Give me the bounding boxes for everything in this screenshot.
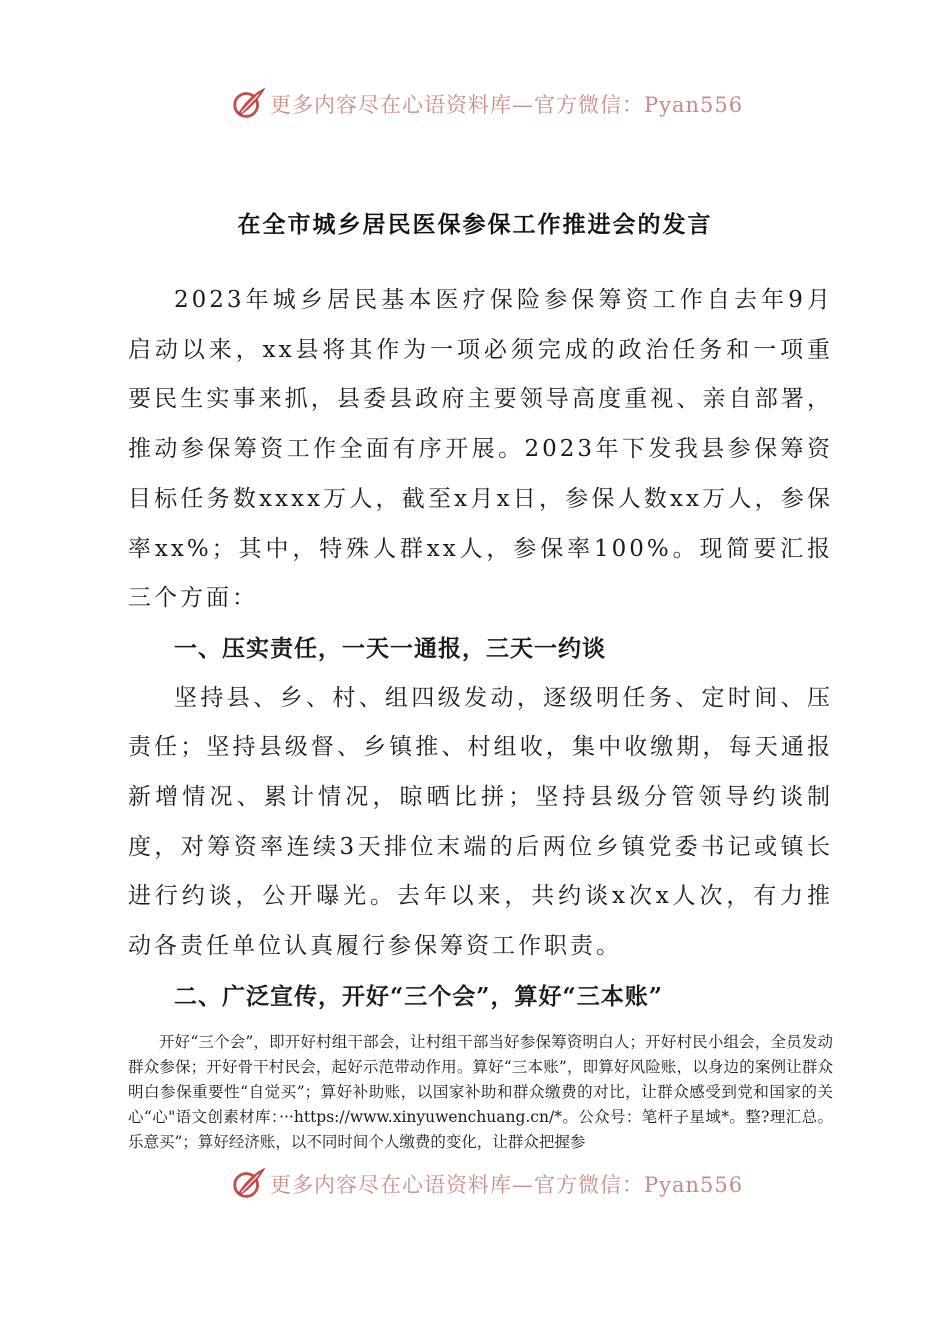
header-banner: [230, 84, 750, 124]
section-heading-1: 一、压实责任，一天一通报，三天一约谈: [174, 634, 606, 662]
footer-banner: [230, 1164, 750, 1204]
section-2-paragraph: 开好“三个会”，即开好村组干部会，让村组干部当好参保筹资明白人；开好村民小组会，全员发动群众参保；开好骨干村民会，起好示范带动作用。算好“三本账”，即算好风险账，以身边的案例让群众明白参保重要性“自觉买”；算好补助账，以国家补助和群众缴费的对比，让群众感受到党和国家的关心“心"语文创素材库：···https://www.xinyuwenchuang.cn/*。公众号：笔杆子星域*。整?理汇总。乐意买”；算好经济账，以不同时间个人缴费的变化，让群众把握参: [128, 1032, 833, 1151]
banner-text: 更多内容尽在心语资料库—官方微信：Pyan556: [270, 1173, 744, 1197]
document-title: 在全市城乡居民医保参保工作推进会的发言: [237, 211, 713, 238]
section-1-paragraph: 坚持县、乡、村、组四级发动，逐级明任务、定时间、压责任；坚持县级督、乡镇推、村组收，集中收缴期，每天通报新增情况、累计情况，晾晒比拼；坚持县级分管领导约谈制度，对筹资率连续3天排位末端的后两位乡镇党委书记或镇长进行约谈，公开曝光。去年以来，共约谈x次x人次，有力推动各责任单位认真履行参保筹资工作职责。: [128, 684, 833, 960]
banner-text: 更多内容尽在心语资料库—官方微信：Pyan556: [270, 93, 744, 117]
section-heading-2: 二、广泛宣传，开好“三个会”，算好“三本账”: [174, 982, 663, 1010]
intro-paragraph: 2023年城乡居民基本医疗保险参保筹资工作自去年9月启动以来，xx县将其作为一项必须完成的政治任务和一项重要民生实事来抓，县委县政府主要领导高度重视、亲自部署，推动参保筹资工作全面有序开展。2023年下发我县参保筹资目标任务数xxxx万人，截至x月x日，参保人数xx万人，参保率xx%；其中，特殊人群xx人，参保率100%。现简要汇报三个方面：: [128, 287, 833, 612]
document-body: [128, 276, 833, 1155]
quill-logo-icon: [230, 1165, 268, 1203]
quill-logo-icon: [230, 85, 268, 123]
